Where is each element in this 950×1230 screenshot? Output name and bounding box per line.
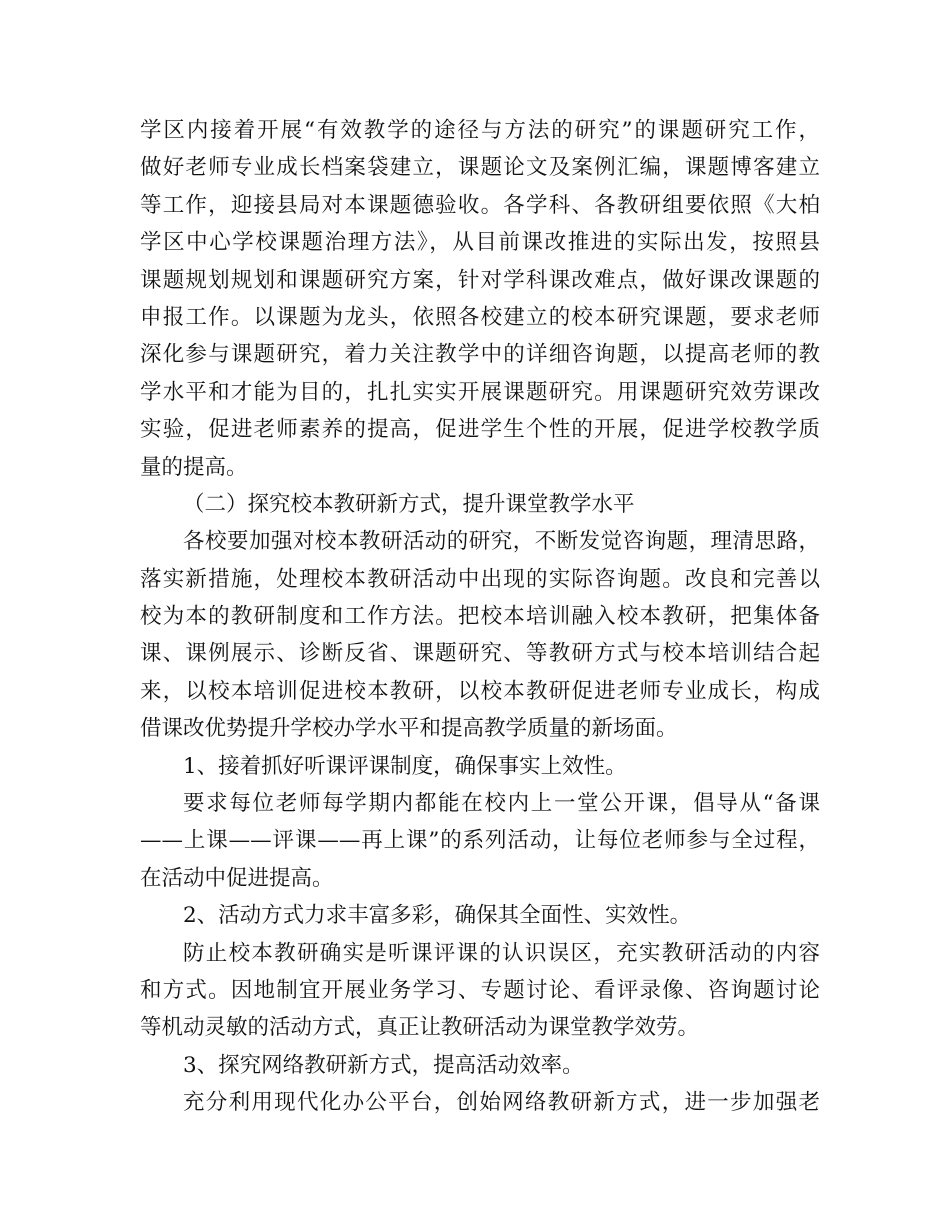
text-line: 做好老师专业成长档案袋建立，课题论文及案例汇编，课题博客建立 xyxy=(140,155,820,181)
text-line: 要求每位老师每学期内都能在校内上一堂公开课，倡导从“备课 xyxy=(183,791,820,817)
text-line: 各校要加强对校本教研活动的研究，不断发觉咨询题，理清思路， xyxy=(183,529,820,555)
text-line: ——上课——评课——再上课”的系列活动，让每位老师参与全过程， xyxy=(140,828,820,854)
text-line: 申报工作。以课题为龙头，依照各校建立的校本研究课题，要求老师 xyxy=(140,304,820,330)
subsection-heading: 3、探究网络教研新方式，提高活动效率。 xyxy=(183,1052,584,1078)
section-heading: （二）探究校本教研新方式，提升课堂教学水平 xyxy=(183,491,635,517)
subsection-heading: 1、接着抓好听课评课制度，确保事实上效性。 xyxy=(183,753,627,779)
text-line: 学区内接着开展“有效教学的途径与方法的研究”的课题研究工作， xyxy=(140,118,820,143)
text-line: 学水平和才能为目的，扎扎实实开展课题研究。用课题研究效劳课改 xyxy=(140,379,820,405)
subsection-heading: 2、活动方式力求丰富多彩，确保其全面性、实效性。 xyxy=(183,903,692,929)
text-line: 课、课例展示、诊断反省、课题研究、等教研方式与校本培训结合起 xyxy=(140,641,820,667)
text-line: 学区中心学校课题治理方法》，从目前课改推进的实际出发，按照县 xyxy=(140,230,820,256)
text-line: 和方式。因地制宜开展业务学习、专题讨论、看评录像、咨询题讨论 xyxy=(140,977,820,1003)
document-body xyxy=(140,112,820,1122)
text-line: 课题规划规划和课题研究方案，针对学科课改难点，做好课改课题的 xyxy=(140,267,820,293)
text-line: 借课改优势提升学校办学水平和提高教学质量的新场面。 xyxy=(140,716,678,742)
text-line: 实验，促进老师素养的提高，促进学生个性的开展，促进学校教学质 xyxy=(140,417,820,443)
text-line: 防止校本教研确实是听课评课的认识误区，充实教研活动的内容 xyxy=(183,940,820,966)
text-line: 来，以校本培训促进校本教研，以校本教研促进老师专业成长，构成 xyxy=(140,678,820,704)
text-line: 等机动灵敏的活动方式，真正让教研活动为课堂教学效劳。 xyxy=(140,1015,700,1041)
text-line: 充分利用现代化办公平台，创始网络教研新方式，进一步加强老 xyxy=(183,1090,820,1116)
text-line: 量的提高。 xyxy=(140,454,248,480)
text-line: 落实新措施，处理校本教研活动中出现的实际咨询题。改良和完善以 xyxy=(140,566,820,592)
text-line: 等工作，迎接县局对本课题德验收。各学科、各教研组要依照《大柏 xyxy=(140,192,820,218)
text-line: 深化参与课题研究，着力关注教学中的详细咨询题，以提高老师的教 xyxy=(140,342,820,368)
text-line: 校为本的教研制度和工作方法。把校本培训融入校本教研，把集体备 xyxy=(140,604,820,630)
text-line: 在活动中促进提高。 xyxy=(140,865,334,891)
